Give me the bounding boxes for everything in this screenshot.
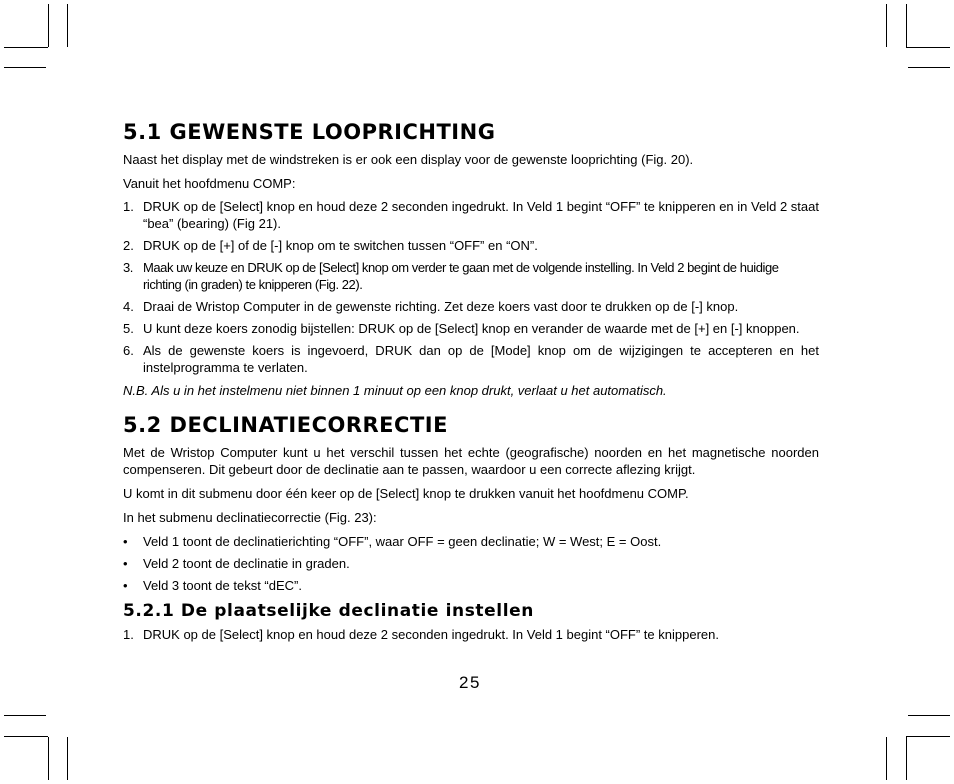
list-item <box>123 237 819 254</box>
list-item <box>123 198 819 232</box>
crop-mark <box>906 4 907 47</box>
list-item-text: DRUK op de [+] of de [-] knop om te switchen tussen “OFF” en “ON”. <box>143 238 538 253</box>
section-heading-5-1: 5.1 GEWENSTE LOOPRICHTING <box>123 120 496 144</box>
bullet-icon: • <box>123 578 128 593</box>
list-item-text: Veld 2 toont de declinatie in graden. <box>143 556 350 571</box>
list-number: 5. <box>123 321 134 336</box>
crop-mark <box>4 67 46 68</box>
list-item-text: Veld 1 toont de declinatierichting “OFF”, waar OFF = geen declinatie; W = West; E = Oost. <box>143 534 662 549</box>
list-item-text: DRUK op de [Select] knop en houd deze 2 seconden ingedrukt. In Veld 1 begint “OFF” te knipperen. <box>143 627 719 642</box>
crop-mark <box>906 47 950 48</box>
crop-mark <box>67 4 68 47</box>
note-text: N.B. Als u in het instelmenu niet binnen 1 minuut op een knop drukt, verlaat u het automatisch. <box>123 383 667 398</box>
list-number: 6. <box>123 343 134 358</box>
list-item <box>123 298 819 315</box>
list-item <box>123 577 819 594</box>
crop-mark <box>886 737 887 780</box>
list-number: 1. <box>123 627 134 642</box>
crop-mark <box>48 737 49 780</box>
page-content <box>123 118 819 643</box>
list-item-text: Veld 3 toont de tekst “dEC”. <box>143 578 302 593</box>
list-item <box>123 533 819 550</box>
crop-mark <box>48 4 49 47</box>
list-number: 2. <box>123 238 134 253</box>
list-item-text: Draai de Wristop Computer in de gewenste richting. Zet deze koers vast door te drukken op de [-] knop. <box>143 299 739 314</box>
bullet-icon: • <box>123 556 128 571</box>
list-item <box>123 259 819 293</box>
crop-mark <box>906 736 950 737</box>
crop-mark <box>4 715 46 716</box>
fields-list <box>123 533 819 594</box>
crop-mark <box>886 4 887 47</box>
list-item-text: Als de gewenste koers is ingevoerd, DRUK dan op de [Mode] knop om de wijzigingen te accepteren en het instelprogramma te verlaten. <box>143 343 819 375</box>
list-number: 1. <box>123 199 134 214</box>
submenu-intro: In het submenu declinatiecorrectie (Fig. 23): <box>123 510 377 525</box>
list-number: 4. <box>123 299 134 314</box>
intro-paragraph: Naast het display met de windstreken is er ook een display voor de gewenste looprichting (Fig. 20). <box>123 152 694 167</box>
list-item <box>123 342 819 376</box>
submenu-paragraph: U komt in dit submenu door één keer op de [Select] knop te drukken vanuit het hoofdmenu COMP. <box>123 486 689 501</box>
section-heading-5-2: 5.2 DECLINATIECORRECTIE <box>123 413 448 437</box>
list-number: 3. <box>123 260 133 275</box>
list-item-text: DRUK op de [Select] knop en houd deze 2 seconden ingedrukt. In Veld 1 begint “OFF” te knipperen en in Veld 2 staat “bea” (bearing) (Fig 21). <box>143 199 819 231</box>
crop-mark <box>4 736 48 737</box>
declination-paragraph: Met de Wristop Computer kunt u het verschil tussen het echte (geografische) noorden en het magnetische noorden compenseren. Dit gebeurt door de declinatie aan te passen, waardoor u een correcte aflezing krijgt. <box>123 445 819 477</box>
crop-mark <box>908 715 950 716</box>
page-number: 25 <box>459 673 481 692</box>
crop-mark <box>906 737 907 780</box>
crop-mark <box>4 47 48 48</box>
list-item-text: U kunt deze koers zonodig bijstellen: DRUK op de [Select] knop en verander de waarde met de [+] en [-] knoppen. <box>143 321 800 336</box>
subsection-heading-5-2-1: 5.2.1 De plaatselijke declinatie instellen <box>123 601 534 621</box>
declination-steps-list <box>123 626 819 643</box>
list-item <box>123 555 819 572</box>
steps-list <box>123 198 819 376</box>
list-item <box>123 320 819 337</box>
bullet-icon: • <box>123 534 128 549</box>
crop-mark <box>908 67 950 68</box>
list-item <box>123 626 819 643</box>
menu-line: Vanuit het hoofdmenu COMP: <box>123 176 296 191</box>
list-item-text: Maak uw keuze en DRUK op de [Select] knop om verder te gaan met de volgende instelling. In Veld 2 begint de huidige richting (in graden) te knipperen (Fig. 22). <box>143 260 779 292</box>
crop-mark <box>67 737 68 780</box>
